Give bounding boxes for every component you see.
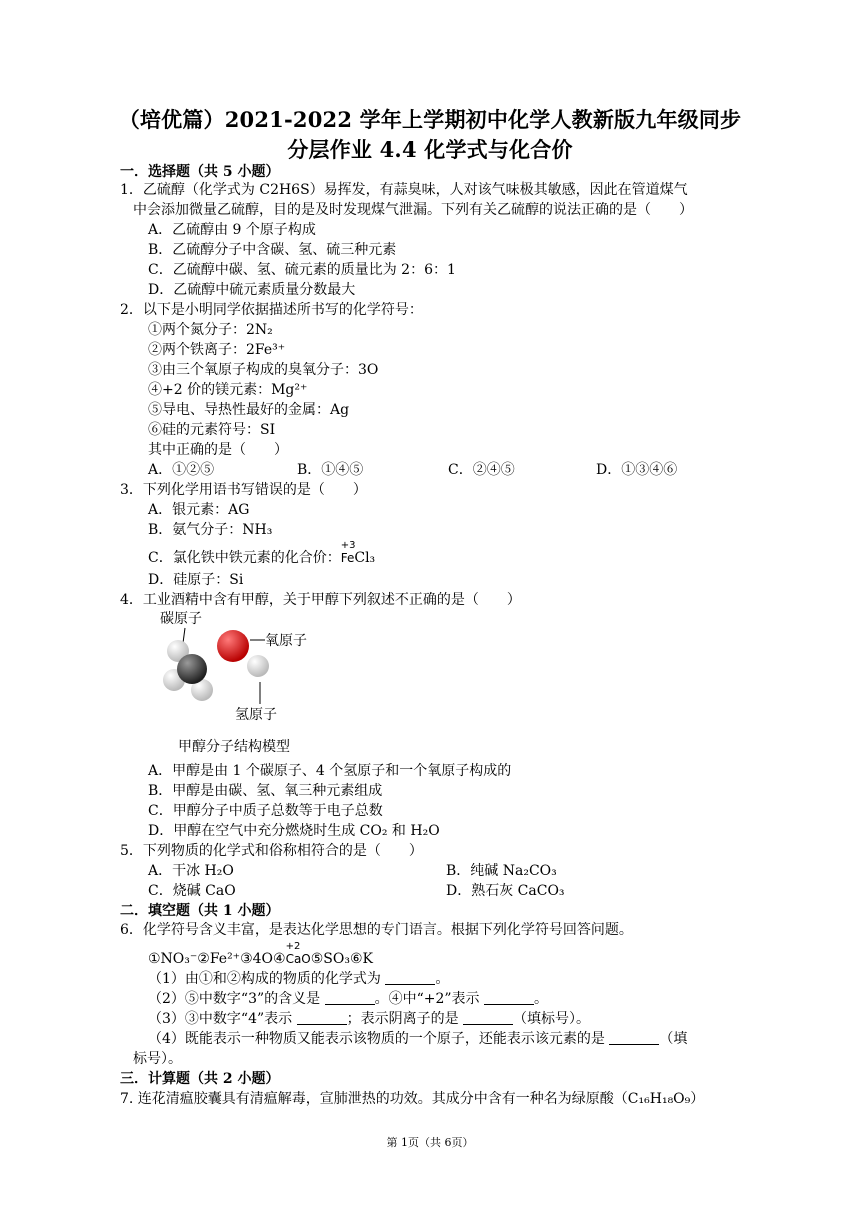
q3-option-c-text: C．氯化铁中铁元素的化合价： bbox=[148, 550, 341, 566]
doc-title-line1: （培优篇）2021-2022 学年上学期初中化学人教新版九年级同步 bbox=[118, 107, 742, 132]
q4-option-a: A．甲醇是由 1 个碳原子、4 个氢原子和一个氧原子构成的 bbox=[148, 763, 512, 779]
q1-stem-1: 1．乙硫醇（化学式为 C2H6S）易挥发，有蒜臭味，人对该气味极其敏感，因此在管道煤气 bbox=[120, 182, 688, 198]
q1-option-a: A．乙硫醇由 9 个原子构成 bbox=[148, 222, 316, 238]
answer-blank[interactable] bbox=[385, 971, 435, 985]
q2-item-1: ①两个氮分子：2N₂ bbox=[148, 322, 273, 338]
carbon-pointer-line bbox=[183, 628, 185, 643]
hydrogen-atom bbox=[247, 655, 269, 677]
q2-item-5: ⑤导电、导热性最好的金属：Ag bbox=[148, 402, 350, 418]
q6-part-4-text: （4）既能表示一种物质又能表示该物质的一个原子，还能表示该元素的是 bbox=[148, 1031, 610, 1047]
q6-part-4-line2: 标号）。 bbox=[133, 1051, 182, 1067]
q2-stem: 2．以下是小明同学依据描述所书写的化学符号： bbox=[120, 302, 423, 318]
q6-part-4 bbox=[148, 1030, 687, 1048]
q6-part-1-text: （1）由①和②构成的物质的化学式为 bbox=[148, 971, 386, 987]
q6-part-4-end: （填 bbox=[659, 1031, 688, 1047]
answer-blank[interactable] bbox=[297, 1011, 347, 1025]
q4-stem: 4．工业酒精中含有甲醇，关于甲醇下列叙述不正确的是（ ） bbox=[120, 592, 521, 608]
q3-valence-symbol bbox=[340, 540, 356, 567]
q5-option-b: B．纯碱 Na₂CO₃ bbox=[446, 863, 557, 879]
q6-symbols-a: ①NO₃⁻②Fe²⁺③4O④ bbox=[148, 951, 286, 967]
q6-part-2-text-a: （2）⑤中数字“3”的含义是 bbox=[148, 991, 325, 1007]
q4-option-c: C．甲醇分子中质子总数等于电子总数 bbox=[148, 803, 383, 819]
q6-part-1 bbox=[148, 970, 449, 988]
q2-item-2: ②两个铁离子：2Fe³⁺ bbox=[148, 342, 286, 358]
section-heading-fill: 二．填空题（共 1 小题） bbox=[120, 903, 280, 919]
q5-stem: 5．下列物质的化学式和俗称相符合的是（ ） bbox=[120, 843, 423, 859]
q6-part-2 bbox=[148, 990, 548, 1008]
q6-cao: CaO bbox=[285, 952, 311, 966]
answer-blank[interactable] bbox=[609, 1031, 659, 1045]
q1-stem-2: 中会添加微量乙硫醇，目的是及时发现煤气泄漏。下列有关乙硫醇的说法正确的是（ ） bbox=[133, 202, 693, 218]
q1-option-c: C．乙硫醇中碳、氢、硫元素的质量比为 2：6：1 bbox=[148, 262, 456, 278]
q6-part-3-text-b: ；表示阴离子的是 bbox=[346, 1011, 464, 1027]
doc-title-line2: 分层作业 4.4 化学式与化合价 bbox=[287, 137, 573, 162]
q6-symbols bbox=[148, 941, 373, 968]
q3-option-a: A．银元素：AG bbox=[148, 502, 250, 518]
section-heading-choice: 一．选择题（共 5 小题） bbox=[120, 164, 280, 180]
q4-option-d: D．甲醇在空气中充分燃烧时生成 CO₂ 和 H₂O bbox=[148, 823, 440, 839]
q6-part-2-text-b: 。④中“+2”表示 bbox=[374, 991, 484, 1007]
q6-part-2-end: 。 bbox=[534, 991, 548, 1007]
q6-part-3-text-a: （3）③中数字“4”表示 bbox=[148, 1011, 297, 1027]
q6-valence-mark: +2 bbox=[285, 941, 301, 952]
methanol-model-figure bbox=[150, 608, 330, 758]
q6-part-3 bbox=[148, 1010, 590, 1028]
q2-item-3: ③由三个氧原子构成的臭氧分子：3O bbox=[148, 362, 379, 378]
q3-option-b: B．氨气分子：NH₃ bbox=[148, 522, 273, 538]
q6-stem: 6．化学符号含义丰富，是表达化学思想的专门语言。根据下列化学符号回答问题。 bbox=[120, 922, 633, 938]
q2-item-6: ⑥硅的元素符号：SI bbox=[148, 422, 276, 438]
q1-option-b: B．乙硫醇分子中含碳、氢、硫三种元素 bbox=[148, 242, 397, 258]
figure-caption: 甲醇分子结构模型 bbox=[178, 739, 290, 755]
answer-blank[interactable] bbox=[484, 991, 534, 1005]
page-footer: 第 1页（共 6页） bbox=[386, 1136, 474, 1149]
label-carbon-atom: 碳原子 bbox=[160, 611, 202, 627]
q3-stem: 3．下列化学用语书写错误的是（ ） bbox=[120, 482, 367, 498]
q2-option-b: B．①④⑤ bbox=[297, 462, 364, 478]
q6-part-3-end: （填标号）。 bbox=[513, 1011, 591, 1027]
q2-ask: 其中正确的是（ ） bbox=[148, 442, 288, 458]
q2-option-a: A．①②⑤ bbox=[148, 462, 215, 478]
q3-cl3: Cl₃ bbox=[354, 550, 376, 566]
oxygen-atom bbox=[217, 630, 249, 662]
answer-blank[interactable] bbox=[463, 1011, 513, 1025]
q3-option-d: D．硅原子：Si bbox=[148, 572, 244, 588]
methanol-molecule-image bbox=[150, 608, 330, 758]
label-hydrogen-atom: 氢原子 bbox=[235, 707, 277, 723]
carbon-atom bbox=[177, 654, 207, 684]
q2-option-c: C．②④⑤ bbox=[448, 462, 515, 478]
answer-blank[interactable] bbox=[325, 991, 375, 1005]
q5-option-a: A．干冰 H₂O bbox=[148, 863, 234, 879]
q2-option-d: D．①③④⑥ bbox=[596, 462, 678, 478]
label-oxygen-atom: 氧原子 bbox=[265, 633, 307, 649]
q6-valence-symbol bbox=[285, 941, 311, 968]
q1-option-d: D．乙硫醇中硫元素质量分数最大 bbox=[148, 282, 356, 298]
q3-valence-mark: +3 bbox=[340, 540, 356, 551]
q3-fe-symbol: Fe bbox=[340, 551, 355, 565]
q5-option-c: C．烧碱 CaO bbox=[148, 883, 236, 899]
q6-symbols-b: ⑤SO₃⑥K bbox=[310, 951, 373, 967]
q2-item-4: ④+2 价的镁元素：Mg²⁺ bbox=[148, 382, 308, 398]
q5-option-d: D．熟石灰 CaCO₃ bbox=[446, 883, 565, 899]
section-heading-calc: 三．计算题（共 2 小题） bbox=[120, 1071, 280, 1087]
q3-option-c bbox=[148, 540, 376, 567]
q7-stem: 7. 连花清瘟胶囊具有清瘟解毒，宣肺泄热的功效。其成分中含有一种名为绿原酸（C₁₆H₁₈O₉） bbox=[120, 1091, 705, 1107]
q6-part-1-end: 。 bbox=[435, 971, 450, 987]
q4-option-b: B．甲醇是由碳、氢、氧三种元素组成 bbox=[148, 783, 383, 799]
